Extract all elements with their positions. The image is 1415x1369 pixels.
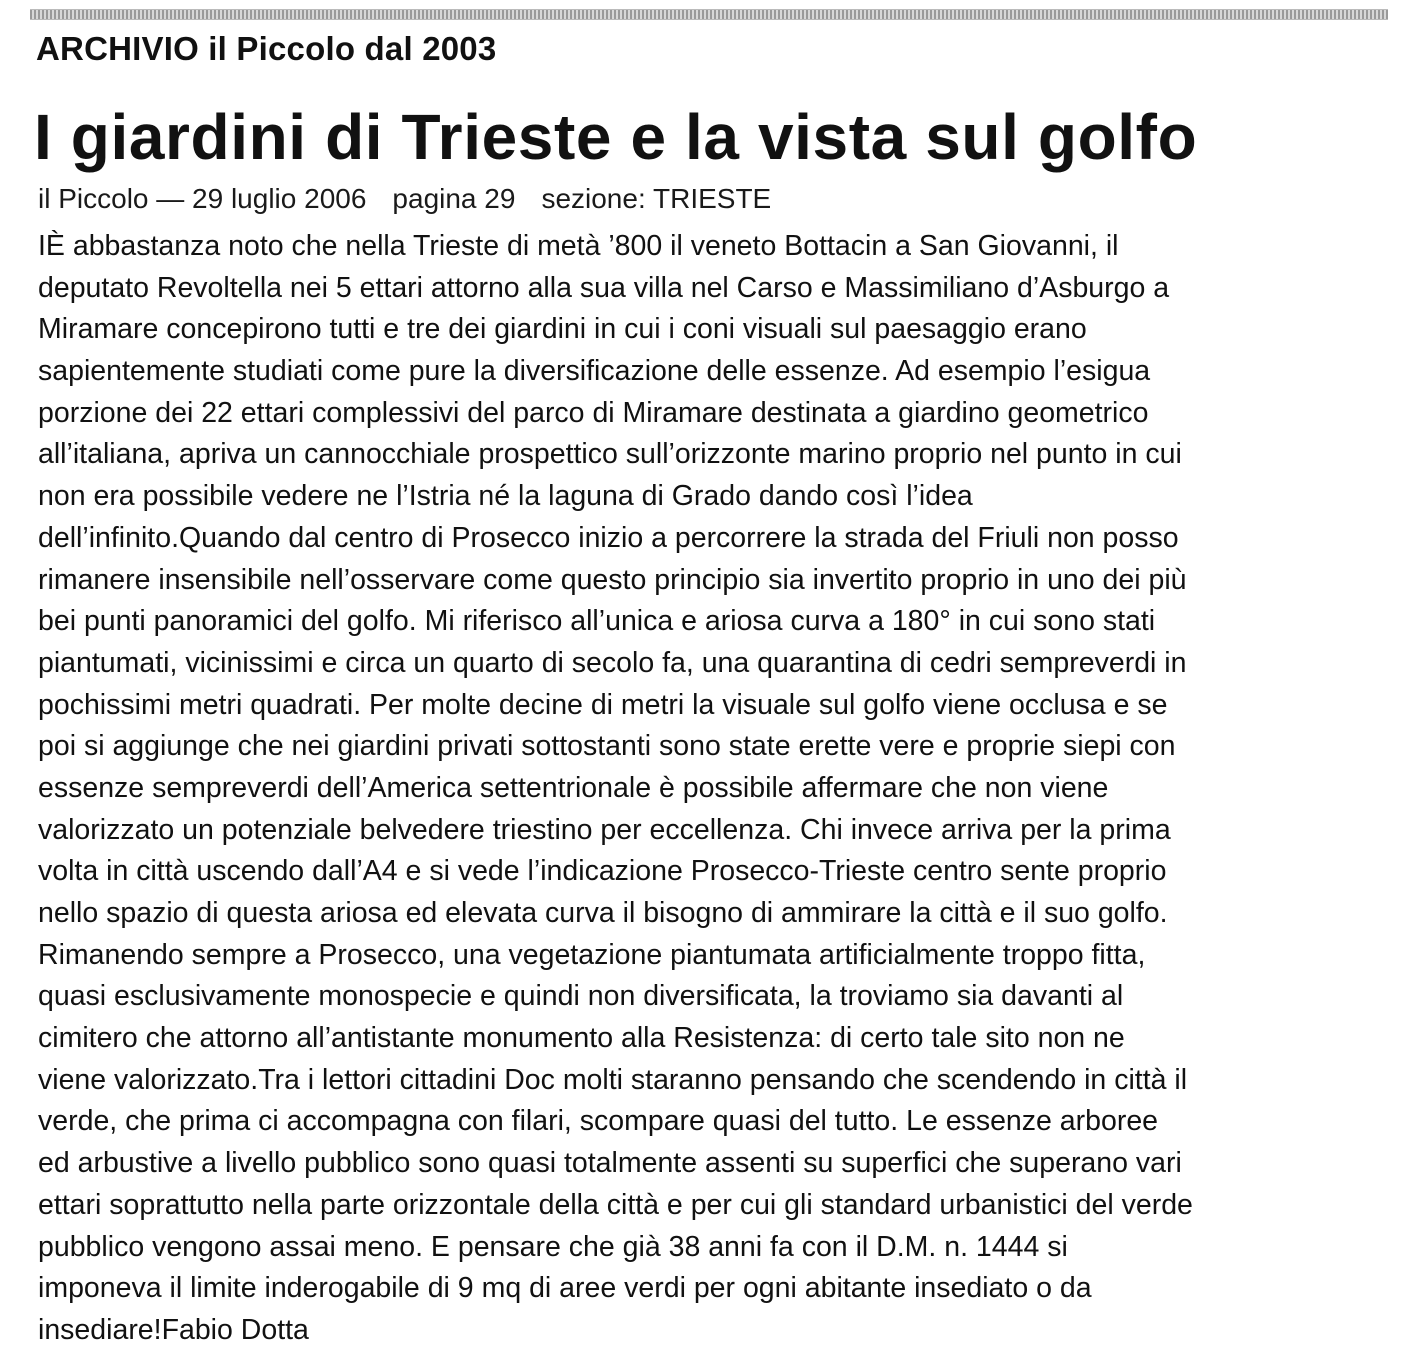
body-line: dell’infinito.Quando dal centro di Prosecco inizio a percorrere la strada del Friuli non posso (38, 521, 1179, 554)
body-line: nello spazio di questa ariosa ed elevata curva il bisogno di ammirare la città e il suo golfo. (38, 897, 1168, 929)
section: sezione: TRIESTE (541, 183, 772, 214)
body-line: ed arbustive a livello pubblico sono quasi totalmente assenti su superfici che superano vari (38, 1147, 1182, 1180)
byline (38, 183, 797, 215)
body-line: imponeva il limite inderogabile di 9 mq di aree verdi per ogni abitante insediato o da (38, 1272, 1092, 1305)
body-line: porzione dei 22 ettari complessivi del parco di Miramare destinata a giardino geometrico (38, 396, 1149, 429)
body-line: viene valorizzato.Tra i lettori cittadini Doc molti staranno pensando che scendendo in città il (38, 1063, 1188, 1096)
body-line: quasi esclusivamente monospecie e quindi non diversificata, la troviamo sia davanti al (38, 980, 1124, 1013)
article-body (38, 226, 1398, 1352)
body-line: all’italiana, apriva un cannocchiale prospettico sull’orizzonte marino proprio nel punto in cui (38, 438, 1182, 471)
body-line: Miramare concepirono tutti e tre dei giardini in cui i coni visuali sul paesaggio erano (38, 313, 1087, 346)
archive-header: ARCHIVIO il Piccolo dal 2003 (36, 30, 497, 67)
body-line: cimitero che attorno all’antistante monumento alla Resistenza: di certo tale sito non ne (38, 1022, 1125, 1055)
body-line: verde, che prima ci accompagna con filari, scompare quasi del tutto. Le essenze arboree (38, 1105, 1159, 1138)
body-line: IÈ abbastanza noto che nella Trieste di metà ’800 il veneto Bottacin a San Giovanni, il (38, 230, 1119, 262)
body-line: valorizzato un potenziale belvedere triestino per eccellenza. Chi invece arriva per la prima (38, 813, 1171, 846)
body-line: essenze sempreverdi dell’America settentrionale è possibile affermare che non viene (38, 771, 1109, 804)
body-line: volta in città uscendo dall’A4 e si vede l’indicazione Prosecco-Trieste centro sente proprio (38, 855, 1167, 888)
body-line: bei punti panoramici del golfo. Mi riferisco all’unica e ariosa curva a 180° in cui sono stati (38, 605, 1156, 638)
body-line: ettari soprattutto nella parte orizzontale della città e per cui gli standard urbanistici del verde (38, 1188, 1193, 1221)
body-line: insediare!Fabio Dotta (38, 1313, 309, 1346)
body-line: poi si aggiunge che nei giardini privati sottostanti sono state erette vere e proprie siepi con (38, 730, 1176, 763)
body-line: Rimanendo sempre a Prosecco, una vegetazione piantumata artificialmente troppo fitta, (38, 938, 1146, 971)
body-line: rimanere insensibile nell’osservare come questo principio sia invertito proprio in uno dei più (38, 563, 1187, 596)
body-line: sapientemente studiati come pure la diversificazione delle essenze. Ad esempio l’esigua (38, 355, 1151, 388)
body-line: pochissimi metri quadrati. Per molte decine di metri la visuale sul golfo viene occlusa e se (38, 688, 1168, 721)
body-line: piantumati, vicinissimi e circa un quarto di secolo fa, una quarantina di cedri sempreverdi in (38, 646, 1187, 679)
headline: I giardini di Trieste e la vista sul golfo (34, 101, 1198, 173)
body-line: deputato Revoltella nei 5 ettari attorno alla sua villa nel Carso e Massimiliano d’Asburgo a (38, 271, 1170, 304)
page-number: pagina 29 (392, 183, 516, 214)
body-line: non era possibile vedere ne l’Istria né la laguna di Grado dando così l’idea (38, 480, 973, 513)
publication-date: il Piccolo — 29 luglio 2006 (38, 183, 367, 214)
top-rule (30, 9, 1388, 20)
body-line: pubblico vengono assai meno. E pensare che già 38 anni fa con il D.M. n. 1444 si (38, 1230, 1068, 1263)
